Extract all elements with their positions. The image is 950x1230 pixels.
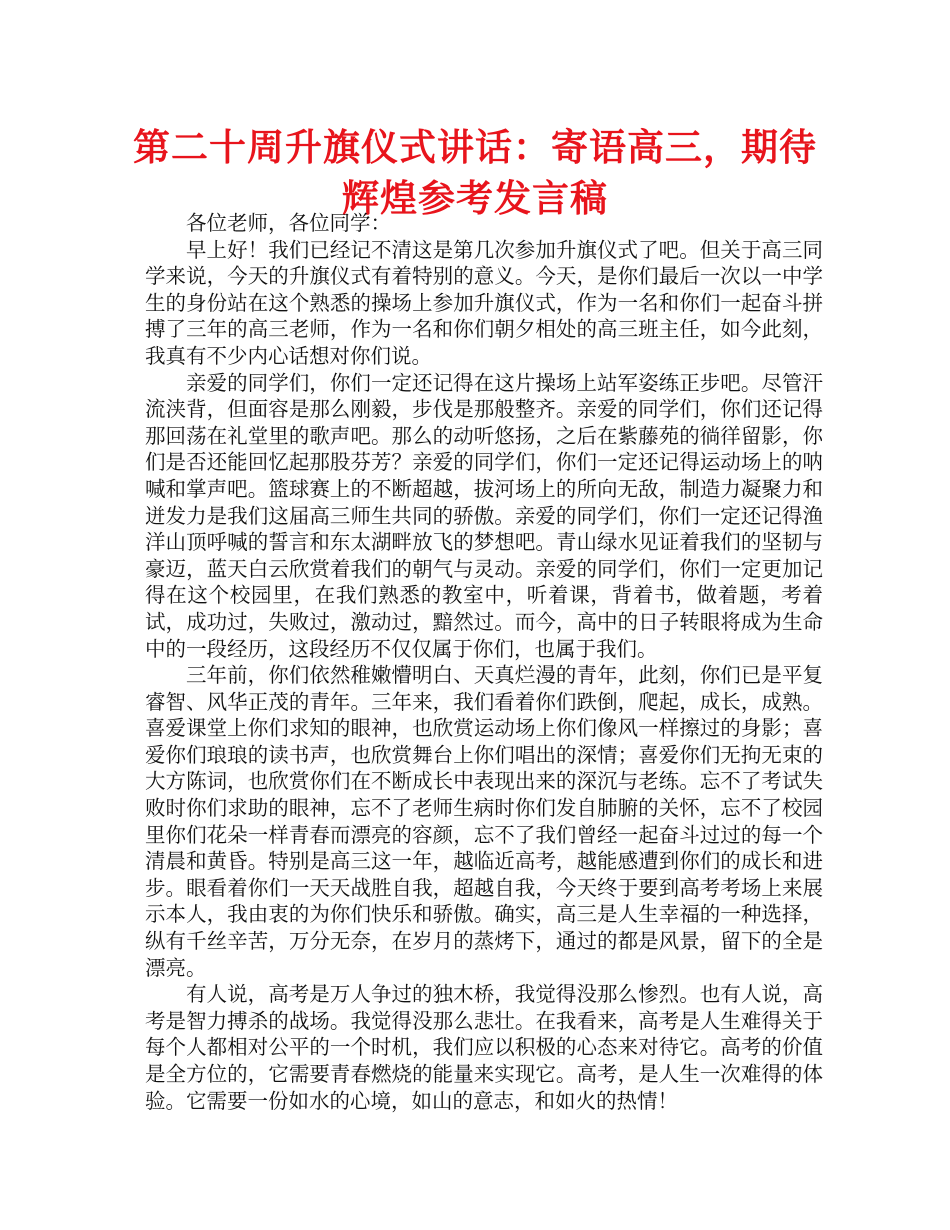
body-paragraph: 亲爱的同学们，你们一定还记得在这片操场上站军姿练正步吧。尽管汗流浃背，但面容是那么刚毅，步伐是那般整齐。亲爱的同学们，你们还记得那回荡在礼堂里的歌声吧。那么的动听悠扬，之后在紫藤苑的徜徉留影，你们是否还能回忆起那股芬芳？亲爱的同学们，你们一定还记得运动场上的呐喊和掌声吧。篮球赛上的不断超越，拔河场上的所向无敌，制造力凝聚力和迸发力是我们这届高三师生共同的骄傲。亲爱的同学们，你们一定还记得渔洋山顶呼喊的誓言和东太湖畔放飞的梦想吧。青山绿水见证着我们的坚韧与豪迈，蓝天白云欣赏着我们的朝气与灵动。亲爱的同学们，你们一定更加记得在这个校园里，在我们熟悉的教室中，听着课，背着书，做着题，考着试，成功过，失败过，激动过，黯然过。而今，高中的日子转眼将成为生命中的一段经历，这段经历不仅仅属于你们，也属于我们。	[145, 370, 823, 661]
body-paragraph: 有人说，高考是万人争过的独木桥，我觉得没那么惨烈。也有人说，高考是智力搏杀的战场。我觉得没那么悲壮。在我看来，高考是人生难得关于每个人都相对公平的一个时机，我们应以积极的心态来对待它。高考的价值是全方位的，它需要青春燃烧的能量来实现它。高考，是人生一次难得的体验。它需要一份如水的心境，如山的意志，和如火的热情！	[145, 982, 823, 1113]
body-paragraph: 早上好！我们已经记不清这是第几次参加升旗仪式了吧。但关于高三同学来说，今天的升旗仪式有着特别的意义。今天，是你们最后一次以一中学生的身份站在这个熟悉的操场上参加升旗仪式，作为一名和你们一起奋斗拼搏了三年的高三老师，作为一名和你们朝夕相处的高三班主任，如今此刻，我真有不少内心话想对你们说。	[145, 237, 823, 368]
document-body	[145, 210, 823, 1114]
body-paragraph: 三年前，你们依然稚嫩懵明白、天真烂漫的青年，此刻，你们已是平复睿智、风华正茂的青年。三年来，我们看着你们跌倒，爬起，成长，成熟。喜爱课堂上你们求知的眼神，也欣赏运动场上你们像风一样擦过的身影；喜爱你们琅琅的读书声，也欣赏舞台上你们唱出的深情；喜爱你们无拘无束的大方陈词，也欣赏你们在不断成长中表现出来的深沉与老练。忘不了考试失败时你们求助的眼神，忘不了老师生病时你们发自肺腑的关怀，忘不了校园里你们花朵一样青春而漂亮的容颜，忘不了我们曾经一起奋斗过过的每一个清晨和黄昏。特别是高三这一年，越临近高考，越能感遭到你们的成长和进步。眼看着你们一天天战胜自我，超越自我，今天终于要到高考考场上来展示本人，我由衷的为你们快乐和骄傲。确实，高三是人生幸福的一种选择，纵有千丝辛苦，万分无奈，在岁月的蒸烤下，通过的都是风景，留下的全是漂亮。	[145, 663, 823, 980]
document-title: 第二十周升旗仪式讲话：寄语高三，期待辉煌参考发言稿	[133, 126, 817, 220]
greeting-paragraph: 各位老师，各位同学：	[186, 211, 391, 235]
